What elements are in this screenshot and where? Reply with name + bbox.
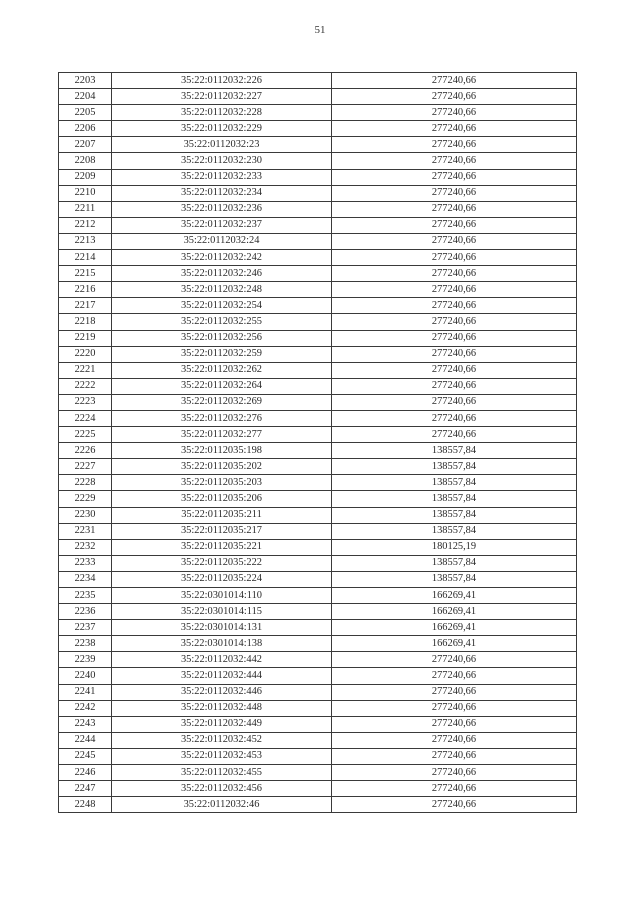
cadastral-value-cell: 277240,66: [332, 652, 577, 668]
row-number-cell: 2203: [59, 73, 112, 89]
cadastral-number-cell: 35:22:0112032:242: [112, 250, 332, 266]
table-row: [59, 410, 577, 426]
cadastral-number-cell: 35:22:0112032:246: [112, 266, 332, 282]
table-row: [59, 732, 577, 748]
row-number-cell: 2222: [59, 378, 112, 394]
cadastral-number-cell: 35:22:0112032:46: [112, 797, 332, 813]
table-row: [59, 459, 577, 475]
cadastral-number-cell: 35:22:0112035:217: [112, 523, 332, 539]
cadastral-value-cell: 277240,66: [332, 153, 577, 169]
row-number-cell: 2234: [59, 571, 112, 587]
row-number-cell: 2205: [59, 105, 112, 121]
table-row: [59, 346, 577, 362]
cadastral-value-cell: 138557,84: [332, 443, 577, 459]
table-row: [59, 765, 577, 781]
table-row: [59, 185, 577, 201]
cadastral-value-cell: 277240,66: [332, 73, 577, 89]
cadastral-number-cell: 35:22:0301014:110: [112, 588, 332, 604]
cadastral-value-cell: 277240,66: [332, 298, 577, 314]
cadastral-number-cell: 35:22:0112035:221: [112, 539, 332, 555]
cadastral-number-cell: 35:22:0112032:448: [112, 700, 332, 716]
cadastral-value-cell: 138557,84: [332, 523, 577, 539]
row-number-cell: 2224: [59, 410, 112, 426]
cadastral-number-cell: 35:22:0112032:230: [112, 153, 332, 169]
table-row: [59, 233, 577, 249]
row-number-cell: 2209: [59, 169, 112, 185]
cadastral-value-cell: 277240,66: [332, 89, 577, 105]
cadastral-value-cell: 277240,66: [332, 700, 577, 716]
row-number-cell: 2210: [59, 185, 112, 201]
row-number-cell: 2228: [59, 475, 112, 491]
cadastral-value-cell: 277240,66: [332, 105, 577, 121]
table-row: [59, 684, 577, 700]
table-row: [59, 394, 577, 410]
table-row: [59, 507, 577, 523]
cadastral-value-cell: 138557,84: [332, 475, 577, 491]
table-row: [59, 523, 577, 539]
cadastral-value-cell: 166269,41: [332, 588, 577, 604]
cadastral-number-cell: 35:22:0112032:262: [112, 362, 332, 378]
cadastral-number-cell: 35:22:0112032:256: [112, 330, 332, 346]
cadastral-number-cell: 35:22:0112032:444: [112, 668, 332, 684]
cadastral-value-cell: 277240,66: [332, 330, 577, 346]
cadastral-number-cell: 35:22:0112032:453: [112, 748, 332, 764]
cadastral-number-cell: 35:22:0112032:234: [112, 185, 332, 201]
table-body: [59, 73, 577, 813]
cadastral-value-cell: 277240,66: [332, 346, 577, 362]
row-number-cell: 2204: [59, 89, 112, 105]
row-number-cell: 2238: [59, 636, 112, 652]
cadastral-value-cell: 277240,66: [332, 266, 577, 282]
table-row: [59, 555, 577, 571]
cadastral-number-cell: 35:22:0112032:455: [112, 765, 332, 781]
row-number-cell: 2227: [59, 459, 112, 475]
row-number-cell: 2230: [59, 507, 112, 523]
table-row: [59, 282, 577, 298]
cadastral-number-cell: 35:22:0112035:211: [112, 507, 332, 523]
row-number-cell: 2212: [59, 217, 112, 233]
cadastral-number-cell: 35:22:0112035:224: [112, 571, 332, 587]
cadastral-number-cell: 35:22:0112035:198: [112, 443, 332, 459]
cadastral-number-cell: 35:22:0112032:233: [112, 169, 332, 185]
cadastral-number-cell: 35:22:0112032:259: [112, 346, 332, 362]
table-row: [59, 491, 577, 507]
cadastral-value-cell: 277240,66: [332, 121, 577, 137]
table-row: [59, 652, 577, 668]
cadastral-number-cell: 35:22:0112032:248: [112, 282, 332, 298]
row-number-cell: 2246: [59, 765, 112, 781]
table-row: [59, 797, 577, 813]
table-row: [59, 217, 577, 233]
cadastral-number-cell: 35:22:0112032:442: [112, 652, 332, 668]
cadastral-number-cell: 35:22:0301014:138: [112, 636, 332, 652]
row-number-cell: 2214: [59, 250, 112, 266]
cadastral-value-cell: 138557,84: [332, 555, 577, 571]
cadastral-value-cell: 277240,66: [332, 201, 577, 217]
table-row: [59, 604, 577, 620]
cadastral-value-cell: 277240,66: [332, 314, 577, 330]
cadastral-number-cell: 35:22:0112032:446: [112, 684, 332, 700]
row-number-cell: 2248: [59, 797, 112, 813]
cadastral-value-cell: 277240,66: [332, 362, 577, 378]
table-row: [59, 427, 577, 443]
table-row: [59, 668, 577, 684]
cadastral-value-cell: 277240,66: [332, 748, 577, 764]
cadastral-value-cell: 277240,66: [332, 781, 577, 797]
row-number-cell: 2207: [59, 137, 112, 153]
cadastral-value-cell: 180125,19: [332, 539, 577, 555]
cadastral-number-cell: 35:22:0112032:264: [112, 378, 332, 394]
table-row: [59, 748, 577, 764]
table-row: [59, 121, 577, 137]
row-number-cell: 2213: [59, 233, 112, 249]
cadastral-number-cell: 35:22:0112032:254: [112, 298, 332, 314]
cadastral-number-cell: 35:22:0112032:452: [112, 732, 332, 748]
cadastral-value-cell: 277240,66: [332, 410, 577, 426]
row-number-cell: 2231: [59, 523, 112, 539]
cadastral-value-cell: 138557,84: [332, 491, 577, 507]
row-number-cell: 2245: [59, 748, 112, 764]
row-number-cell: 2220: [59, 346, 112, 362]
table-row: [59, 781, 577, 797]
row-number-cell: 2239: [59, 652, 112, 668]
cadastral-value-cell: 166269,41: [332, 636, 577, 652]
cadastral-number-cell: 35:22:0112035:203: [112, 475, 332, 491]
row-number-cell: 2232: [59, 539, 112, 555]
table-row: [59, 362, 577, 378]
row-number-cell: 2218: [59, 314, 112, 330]
cadastral-number-cell: 35:22:0112032:277: [112, 427, 332, 443]
cadastral-number-cell: 35:22:0112035:206: [112, 491, 332, 507]
row-number-cell: 2241: [59, 684, 112, 700]
row-number-cell: 2221: [59, 362, 112, 378]
table-row: [59, 250, 577, 266]
table-row: [59, 539, 577, 555]
table-row: [59, 89, 577, 105]
table-row: [59, 314, 577, 330]
cadastral-value-cell: 166269,41: [332, 620, 577, 636]
cadastral-value-cell: 277240,66: [332, 217, 577, 233]
table-row: [59, 137, 577, 153]
row-number-cell: 2216: [59, 282, 112, 298]
table-row: [59, 105, 577, 121]
table-row: [59, 266, 577, 282]
cadastral-value-cell: 277240,66: [332, 185, 577, 201]
row-number-cell: 2244: [59, 732, 112, 748]
cadastral-value-cell: 138557,84: [332, 459, 577, 475]
row-number-cell: 2240: [59, 668, 112, 684]
row-number-cell: 2237: [59, 620, 112, 636]
row-number-cell: 2233: [59, 555, 112, 571]
cadastral-number-cell: 35:22:0112032:276: [112, 410, 332, 426]
row-number-cell: 2242: [59, 700, 112, 716]
row-number-cell: 2236: [59, 604, 112, 620]
cadastral-number-cell: 35:22:0112032:449: [112, 716, 332, 732]
table-row: [59, 153, 577, 169]
cadastral-value-table: [58, 72, 577, 813]
cadastral-value-cell: 277240,66: [332, 378, 577, 394]
row-number-cell: 2235: [59, 588, 112, 604]
cadastral-number-cell: 35:22:0112035:222: [112, 555, 332, 571]
cadastral-number-cell: 35:22:0112032:23: [112, 137, 332, 153]
row-number-cell: 2215: [59, 266, 112, 282]
cadastral-number-cell: 35:22:0112032:456: [112, 781, 332, 797]
cadastral-value-cell: 277240,66: [332, 169, 577, 185]
cadastral-number-cell: 35:22:0112035:202: [112, 459, 332, 475]
cadastral-value-cell: 277240,66: [332, 732, 577, 748]
table-row: [59, 378, 577, 394]
table-row: [59, 716, 577, 732]
cadastral-number-cell: 35:22:0112032:24: [112, 233, 332, 249]
cadastral-value-cell: 277240,66: [332, 765, 577, 781]
row-number-cell: 2225: [59, 427, 112, 443]
cadastral-value-cell: 277240,66: [332, 797, 577, 813]
table-row: [59, 571, 577, 587]
row-number-cell: 2211: [59, 201, 112, 217]
row-number-cell: 2219: [59, 330, 112, 346]
cadastral-value-cell: 277240,66: [332, 282, 577, 298]
cadastral-number-cell: 35:22:0112032:269: [112, 394, 332, 410]
row-number-cell: 2206: [59, 121, 112, 137]
cadastral-value-cell: 166269,41: [332, 604, 577, 620]
cadastral-value-cell: 277240,66: [332, 427, 577, 443]
cadastral-number-cell: 35:22:0112032:237: [112, 217, 332, 233]
cadastral-number-cell: 35:22:0112032:229: [112, 121, 332, 137]
cadastral-value-cell: 277240,66: [332, 716, 577, 732]
cadastral-number-cell: 35:22:0301014:115: [112, 604, 332, 620]
cadastral-value-cell: 277240,66: [332, 137, 577, 153]
cadastral-number-cell: 35:22:0112032:226: [112, 73, 332, 89]
cadastral-value-cell: 277240,66: [332, 684, 577, 700]
cadastral-value-cell: 277240,66: [332, 233, 577, 249]
cadastral-number-cell: 35:22:0112032:236: [112, 201, 332, 217]
cadastral-number-cell: 35:22:0112032:228: [112, 105, 332, 121]
cadastral-number-cell: 35:22:0301014:131: [112, 620, 332, 636]
table-row: [59, 588, 577, 604]
table-row: [59, 330, 577, 346]
cadastral-value-cell: 277240,66: [332, 250, 577, 266]
table-row: [59, 636, 577, 652]
table-row: [59, 73, 577, 89]
table-row: [59, 443, 577, 459]
table-row: [59, 298, 577, 314]
cadastral-number-cell: 35:22:0112032:255: [112, 314, 332, 330]
row-number-cell: 2247: [59, 781, 112, 797]
page-number: 51: [314, 24, 326, 36]
row-number-cell: 2229: [59, 491, 112, 507]
cadastral-value-cell: 277240,66: [332, 394, 577, 410]
row-number-cell: 2243: [59, 716, 112, 732]
cadastral-value-cell: 138557,84: [332, 507, 577, 523]
cadastral-number-cell: 35:22:0112032:227: [112, 89, 332, 105]
table-row: [59, 700, 577, 716]
table-row: [59, 169, 577, 185]
cadastral-value-cell: 277240,66: [332, 668, 577, 684]
table-row: [59, 201, 577, 217]
table-row: [59, 620, 577, 636]
row-number-cell: 2226: [59, 443, 112, 459]
table-row: [59, 475, 577, 491]
cadastral-value-cell: 138557,84: [332, 571, 577, 587]
row-number-cell: 2217: [59, 298, 112, 314]
row-number-cell: 2223: [59, 394, 112, 410]
row-number-cell: 2208: [59, 153, 112, 169]
